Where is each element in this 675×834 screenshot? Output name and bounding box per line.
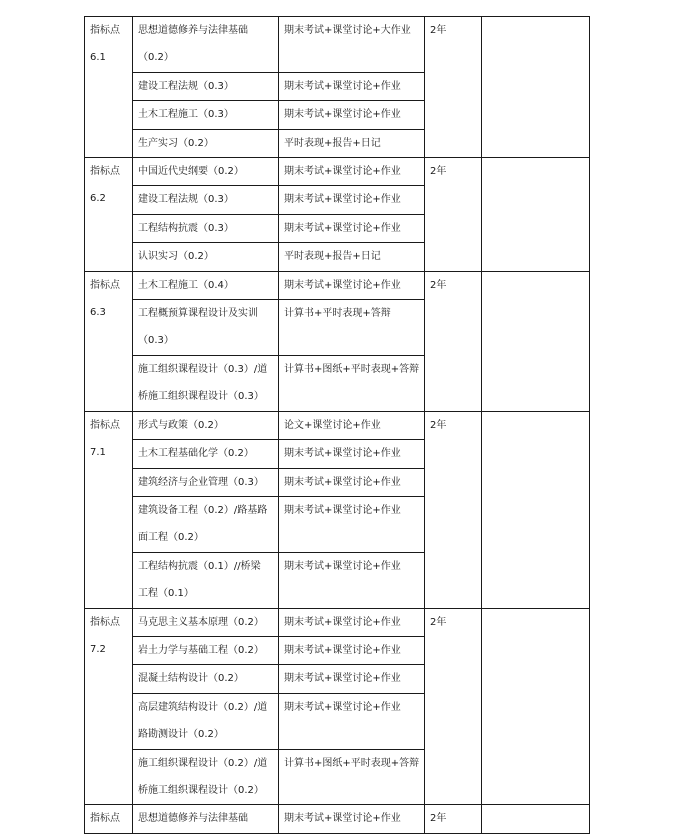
course-text: 面工程（0.2） (138, 532, 204, 544)
course-text: 施工组织课程设计（0.2）/道 (138, 757, 268, 769)
assessment-cell (279, 158, 425, 186)
assessment-text: 期末考试+课堂讨论+作业 (284, 616, 401, 628)
assessment-text: 期末考试+课堂讨论+作业 (284, 476, 401, 488)
assessment-cell (279, 243, 425, 271)
course-text: 高层建筑结构设计（0.2）/道 (138, 701, 268, 713)
course-cell (133, 214, 279, 242)
course-cell (133, 496, 279, 552)
assessment-cell (279, 693, 425, 749)
assessment-cell (279, 129, 425, 157)
assessment-text: 平时表现+报告+日记 (284, 251, 381, 263)
indicator-label: 6.2 (90, 193, 106, 205)
assessment-cell (279, 805, 425, 833)
assessment-cell (279, 440, 425, 468)
course-text: （0.2） (138, 52, 174, 64)
table-row (85, 271, 590, 299)
assessment-text: 计算书+图纸+平时表现+答辩 (284, 757, 420, 769)
assessment-text: 期末考试+课堂讨论+作业 (284, 80, 401, 92)
blank-cell (482, 158, 590, 272)
course-text: 工程（0.1） (138, 588, 194, 600)
indicator-label: 指标点 (90, 25, 120, 36)
period-text: 2年 (430, 616, 447, 628)
course-cell (133, 693, 279, 749)
assessment-cell (279, 72, 425, 100)
course-cell (133, 440, 279, 468)
course-text: 认识实习（0.2） (138, 251, 214, 263)
indicator-cell (85, 17, 133, 158)
course-text: 混凝土结构设计（0.2） (138, 673, 244, 685)
indicator-course-table (84, 16, 590, 834)
course-text: 思想道德修养与法律基础 (138, 25, 248, 36)
table-row (85, 411, 590, 439)
course-cell (133, 749, 279, 805)
assessment-text: 期末考试+课堂讨论+作业 (284, 194, 401, 206)
assessment-cell (279, 17, 425, 73)
course-text: 建筑设备工程（0.2）/路基路 (138, 504, 268, 516)
course-cell (133, 158, 279, 186)
course-text: 路勘测设计（0.2） (138, 729, 224, 741)
course-cell (133, 552, 279, 608)
assessment-text: 期末考试+课堂讨论+作业 (284, 701, 401, 713)
course-cell (133, 468, 279, 496)
course-cell (133, 300, 279, 356)
course-text: 生产实习（0.2） (138, 137, 214, 149)
course-text: （0.3） (138, 335, 174, 347)
period-text: 2年 (430, 25, 447, 36)
period-cell (425, 411, 482, 608)
assessment-text: 期末考试+课堂讨论+作业 (284, 222, 401, 234)
assessment-cell (279, 101, 425, 129)
table-row (85, 608, 590, 636)
table-row (85, 17, 590, 73)
course-text: 形式与政策（0.2） (138, 419, 224, 431)
period-text: 2年 (430, 813, 447, 825)
assessment-cell (279, 468, 425, 496)
table-row (85, 805, 590, 833)
indicator-label: 指标点 (90, 166, 120, 178)
period-cell (425, 608, 482, 805)
course-text: 桥施工组织课程设计（0.3） (138, 391, 264, 403)
course-cell (133, 665, 279, 693)
indicator-label: 指标点 (90, 279, 120, 291)
assessment-text: 期末考试+课堂讨论+作业 (284, 644, 401, 656)
course-cell (133, 411, 279, 439)
course-text: 桥施工组织课程设计（0.2） (138, 784, 264, 796)
blank-cell (482, 271, 590, 411)
course-cell (133, 129, 279, 157)
assessment-text: 期末考试+课堂讨论+作业 (284, 166, 401, 178)
blank-cell (482, 17, 590, 158)
course-text: 思想道德修养与法律基础 (138, 813, 248, 825)
course-cell (133, 608, 279, 636)
period-text: 2年 (430, 279, 447, 291)
course-text: 工程概预算课程设计及实训 (138, 308, 258, 320)
assessment-text: 论文+课堂讨论+作业 (284, 419, 381, 431)
course-text: 建设工程法规（0.3） (138, 80, 234, 92)
period-cell (425, 158, 482, 272)
course-text: 工程结构抗震（0.3） (138, 222, 234, 234)
assessment-cell (279, 636, 425, 664)
indicator-cell (85, 271, 133, 411)
blank-cell (482, 805, 590, 833)
assessment-cell (279, 749, 425, 805)
assessment-cell (279, 411, 425, 439)
course-cell (133, 101, 279, 129)
assessment-cell (279, 355, 425, 411)
course-cell (133, 805, 279, 833)
assessment-text: 期末考试+课堂讨论+作业 (284, 504, 401, 516)
course-text: 工程结构抗震（0.1）//桥梁 (138, 560, 261, 572)
period-cell (425, 271, 482, 411)
table-row (85, 158, 590, 186)
indicator-label: 7.1 (90, 447, 106, 459)
blank-cell (482, 608, 590, 805)
assessment-text: 计算书+图纸+平时表现+答辩 (284, 363, 420, 375)
assessment-cell (279, 271, 425, 299)
indicator-label: 指标点 (90, 419, 120, 431)
course-cell (133, 17, 279, 73)
assessment-text: 平时表现+报告+日记 (284, 137, 381, 149)
indicator-label: 7.2 (90, 643, 106, 655)
indicator-cell (85, 805, 133, 833)
course-text: 土木工程施工（0.3） (138, 109, 234, 121)
indicator-label: 6.3 (90, 307, 106, 319)
assessment-text: 期末考试+课堂讨论+作业 (284, 813, 401, 825)
course-cell (133, 186, 279, 214)
course-cell (133, 72, 279, 100)
indicator-cell (85, 411, 133, 608)
assessment-text: 期末考试+课堂讨论+作业 (284, 109, 401, 121)
course-text: 施工组织课程设计（0.3）/道 (138, 363, 268, 375)
assessment-text: 期末考试+课堂讨论+作业 (284, 560, 401, 572)
assessment-cell (279, 608, 425, 636)
table-body (85, 17, 590, 834)
indicator-label: 指标点 (90, 813, 120, 825)
course-cell (133, 243, 279, 271)
period-cell (425, 17, 482, 158)
period-text: 2年 (430, 166, 447, 178)
indicator-label: 指标点 (90, 616, 120, 628)
course-cell (133, 636, 279, 664)
blank-cell (482, 411, 590, 608)
course-text: 中国近代史纲要（0.2） (138, 166, 244, 178)
assessment-cell (279, 214, 425, 242)
course-text: 马克思主义基本原理（0.2） (138, 616, 264, 628)
indicator-cell (85, 158, 133, 272)
assessment-text: 期末考试+课堂讨论+作业 (284, 279, 401, 291)
assessment-cell (279, 186, 425, 214)
course-text: 建筑经济与企业管理（0.3） (138, 476, 264, 488)
assessment-text: 计算书+平时表现+答辩 (284, 308, 391, 320)
course-text: 土木工程施工（0.4） (138, 279, 234, 291)
course-text: 建设工程法规（0.3） (138, 194, 234, 206)
course-text: 岩土力学与基础工程（0.2） (138, 644, 264, 656)
assessment-cell (279, 665, 425, 693)
assessment-text: 期末考试+课堂讨论+作业 (284, 448, 401, 460)
indicator-cell (85, 608, 133, 805)
assessment-text: 期末考试+课堂讨论+大作业 (284, 25, 411, 36)
assessment-cell (279, 300, 425, 356)
assessment-text: 期末考试+课堂讨论+作业 (284, 673, 401, 685)
assessment-cell (279, 552, 425, 608)
course-cell (133, 271, 279, 299)
course-text: 土木工程基础化学（0.2） (138, 448, 254, 460)
course-cell (133, 355, 279, 411)
period-text: 2年 (430, 419, 447, 431)
indicator-label: 6.1 (90, 52, 106, 64)
period-cell (425, 805, 482, 833)
assessment-cell (279, 496, 425, 552)
